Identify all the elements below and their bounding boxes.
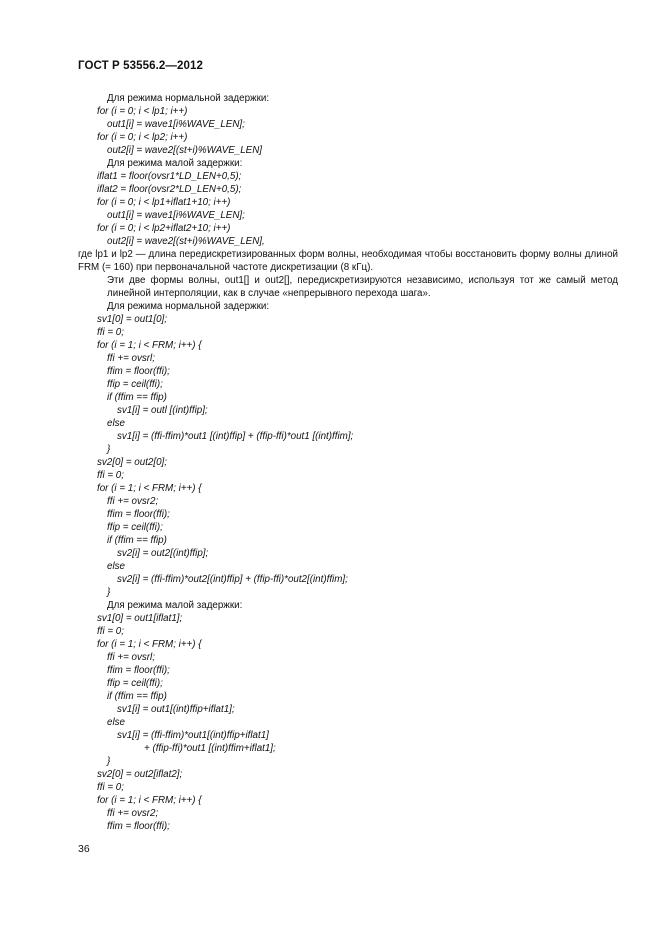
code-line: out1[i] = wave1[i%WAVE_LEN];: [107, 210, 245, 221]
code-line: for (i = 0; i < lp2; i++): [97, 132, 188, 143]
code-line: ffip = ceil(ffi);: [107, 379, 163, 390]
code-line: out1[i] = wave1[i%WAVE_LEN];: [107, 119, 245, 130]
code-line: iflat1 = floor(ovsr1*LD_LEN+0,5);: [97, 171, 242, 182]
code-line: for (i = 1; i < FRM; i++) {: [97, 795, 202, 806]
page-number: 36: [78, 843, 90, 855]
code-line: else: [107, 418, 125, 429]
code-line: sv2[i] = (ffi-ffim)*out2[(int)ffip] + (ffip-ffi)*out2[(int)ffim];: [117, 574, 348, 585]
text-line: Для режима нормальной задержки:: [107, 301, 270, 312]
code-line: if (ffim == ffip): [107, 535, 167, 546]
code-line: for (i = 0; i < lp1+iflat1+10; i++): [97, 197, 231, 208]
code-line: ffip = ceil(ffi);: [107, 522, 163, 533]
paragraph: где lp1 и lp2 — длина передискретизированных форм волны, необходимая чтобы восстановить форму волны длиной FRM (= 160) при первоначальной частоте дискретизации (8 кГц).: [78, 249, 618, 273]
code-line: ffim = floor(ffi);: [107, 821, 170, 832]
code-line: ffim = floor(ffi);: [107, 665, 170, 676]
code-line: else: [107, 717, 125, 728]
code-line: ffi = 0;: [97, 782, 124, 793]
code-line: out2[i] = wave2[(st+i)%WAVE_LEN],: [107, 236, 265, 247]
code-line: for (i = 0; i < lp1; i++): [97, 106, 188, 117]
code-line: ffi += ovsr2;: [107, 496, 159, 507]
code-line: ffim = floor(ffi);: [107, 366, 170, 377]
text-line: Для режима нормальной задержки:: [107, 93, 270, 104]
code-line: for (i = 0; i < lp2+iflat2+10; i++): [97, 223, 231, 234]
code-line: sv1[i] = outl [(int)ffip];: [117, 405, 208, 416]
code-line: }: [107, 756, 111, 767]
code-line: ffim = floor(ffi);: [107, 509, 170, 520]
code-line: ffi += ovsrl;: [107, 652, 155, 663]
paragraph: Эти две формы волны, out1[] и out2[], передискретизируются независимо, используя тот же самый метод линейной интерполяции, как в случае «непрерывного перехода шага».: [107, 275, 618, 299]
code-line: ffi += ovsr2;: [107, 808, 159, 819]
code-line: ffi += ovsrl;: [107, 353, 155, 364]
code-line: ffi = 0;: [97, 327, 124, 338]
code-line: if (ffim == ffip): [107, 691, 167, 702]
code-line: ffi = 0;: [97, 470, 124, 481]
code-line: }: [107, 587, 111, 598]
code-line: ffip = ceil(ffi);: [107, 678, 163, 689]
page-body: [78, 92, 618, 833]
code-line: sv1[i] = out1[(int)ffip+iflat1];: [117, 704, 235, 715]
code-line: for (i = 1; i < FRM; i++) {: [97, 639, 202, 650]
code-line: sv2[i] = out2[(int)ffip];: [117, 548, 209, 559]
code-line: out2[i] = wave2[(st+i)%WAVE_LEN]: [107, 145, 263, 156]
document-header: ГОСТ Р 53556.2—2012: [78, 60, 203, 72]
code-line: sv1[i] = (ffi-ffim)*out1[(int)ffip+iflat1]: [117, 730, 269, 741]
code-line: }: [107, 444, 111, 455]
text-line: Для режима малой задержки:: [107, 158, 243, 169]
code-line: for (i = 1; i < FRM; i++) {: [97, 340, 202, 351]
code-line: else: [107, 561, 125, 572]
code-line: ffi = 0;: [97, 626, 124, 637]
code-line: sv1[i] = (ffi-ffim)*out1 [(int)ffip] + (ffip-ffi)*out1 [(int)ffim];: [117, 431, 354, 442]
code-line: iflat2 = floor(ovsr2*LD_LEN+0,5);: [97, 184, 242, 195]
code-line: sv2[0] = out2[0];: [97, 457, 167, 468]
code-line: + (ffip-ffi)*out1 [(int)ffim+iflat1];: [144, 743, 276, 754]
code-line: sv1[0] = out1[iflat1];: [97, 613, 183, 624]
code-line: sv2[0] = out2[iflat2];: [97, 769, 183, 780]
text-line: Для режима малой задержки:: [107, 600, 243, 611]
code-line: if (ffim == ffip): [107, 392, 167, 403]
code-line: for (i = 1; i < FRM; i++) {: [97, 483, 202, 494]
code-line: sv1[0] = out1[0];: [97, 314, 167, 325]
